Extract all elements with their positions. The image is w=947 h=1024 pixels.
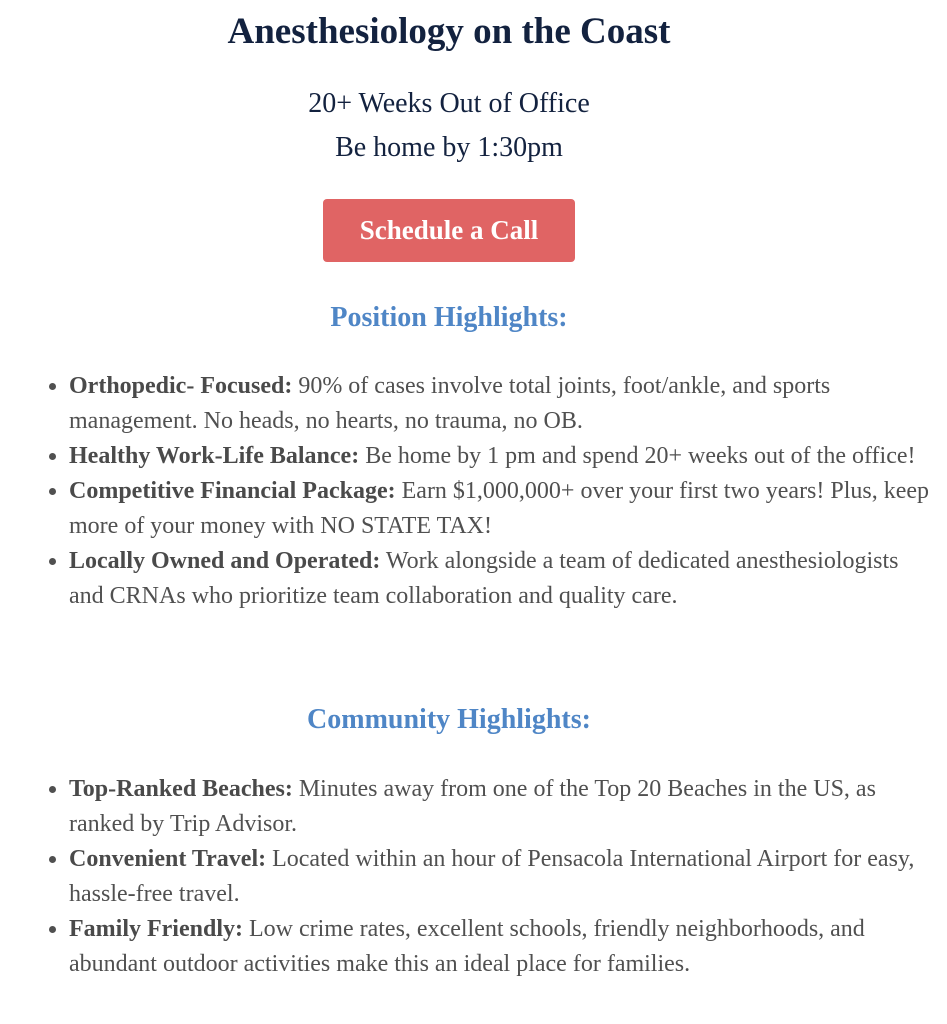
item-label: Family Friendly:: [69, 916, 243, 942]
subtitle-line: 20+ Weeks Out of Office: [308, 88, 590, 119]
item-text: 90% of cases involve total joints, foot/ankle, and sports management. No heads, no hearts, no trauma, no OB.: [69, 373, 831, 434]
list-item: [69, 369, 939, 439]
item-text: Located within an hour of Pensacola International Airport for easy, hassle-free travel.: [69, 846, 915, 907]
list-item: [69, 439, 939, 474]
position-highlights-heading: Position Highlights:: [330, 302, 568, 333]
item-label: Convenient Travel:: [69, 846, 267, 872]
item-text: Minutes away from one of the Top 20 Beaches in the US, as ranked by Trip Advisor.: [69, 776, 876, 837]
page-title: Anesthesiology on the Coast: [227, 11, 671, 52]
item-label: Top-Ranked Beaches:: [69, 776, 293, 802]
list-item: [69, 842, 939, 912]
item-label: Locally Owned and Operated:: [69, 548, 381, 574]
list-item: [69, 474, 939, 544]
item-text: Low crime rates, excellent schools, friendly neighborhoods, and abundant outdoor activities make this an ideal place for families.: [69, 916, 865, 977]
community-highlights-heading: Community Highlights:: [307, 704, 591, 735]
item-label: Competitive Financial Package:: [69, 478, 396, 504]
item-text: Be home by 1 pm and spend 20+ weeks out of the office!: [359, 443, 916, 469]
subtitle-line: Be home by 1:30pm: [335, 132, 563, 163]
item-text: Work alongside a team of dedicated anesthesiologists and CRNAs who prioritize team collaboration and quality care.: [69, 548, 899, 609]
item-label: Orthopedic- Focused:: [69, 373, 293, 399]
schedule-call-button[interactable]: Schedule a Call: [323, 199, 575, 262]
list-item: [69, 544, 939, 614]
list-item: [69, 772, 939, 842]
subtitle: [0, 82, 898, 170]
list-item: [69, 912, 939, 982]
item-text: Earn $1,000,000+ over your first two years! Plus, keep more of your money with NO STATE TAX!: [69, 478, 930, 539]
item-label: Healthy Work-Life Balance:: [69, 443, 360, 469]
community-highlights-list: [44, 772, 939, 982]
position-highlights-list: [44, 369, 939, 614]
